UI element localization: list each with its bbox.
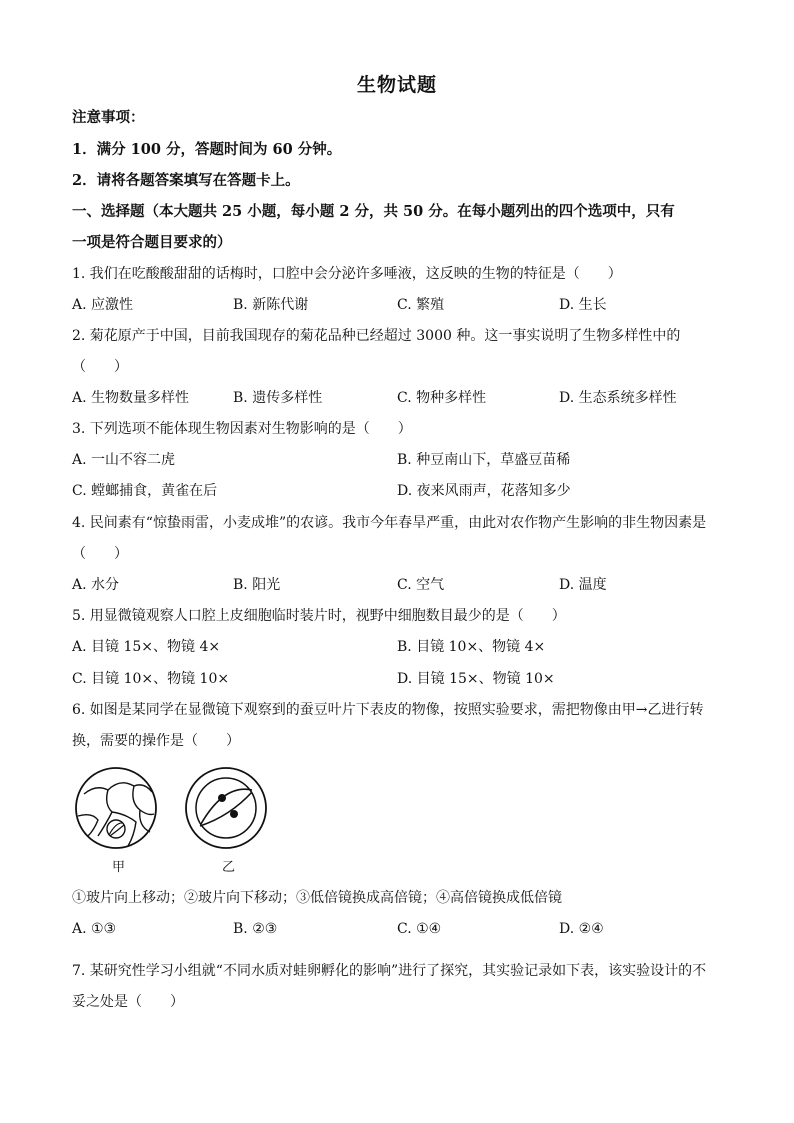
- question-7-stem-cont: 妥之处是（ ）: [72, 994, 184, 1010]
- q3-option-b: B. 种豆南山下，草盛豆苗稀: [397, 452, 571, 468]
- microscope-figure: [74, 764, 274, 874]
- section-heading: 一、选择题（本大题共 25 小题，每小题 2 分，共 50 分。在每小题列出的四个选项中，只有: [72, 203, 675, 220]
- q3-option-a: A. 一山不容二虎: [72, 452, 176, 468]
- q2-option-b: B. 遗传多样性: [233, 390, 323, 406]
- q5-option-c: C. 目镜 10×、物镜 10×: [72, 671, 230, 687]
- field-of-view-circle: [186, 768, 266, 848]
- microscope-views-diagram: [74, 764, 274, 854]
- q4-option-a: A. 水分: [72, 577, 120, 593]
- question-6-stem-cont: 换，需要的操作是（ ）: [72, 733, 240, 749]
- question-5-stem: 5. 用显微镜观察人口腔上皮细胞临时装片时，视野中细胞数目最少的是（ ）: [72, 608, 566, 624]
- q4-option-b: B. 阳光: [233, 577, 281, 593]
- question-2-stem: 2. 菊花原产于中国，目前我国现存的菊花品种已经超过 3000 种。这一事实说明了生物多样性中的: [72, 328, 681, 344]
- q1-option-a: A. 应激性: [72, 297, 134, 313]
- q3-option-d: D. 夜来风雨声，花落知多少: [397, 483, 571, 499]
- q6-option-a: A. ①③: [72, 921, 117, 937]
- notice-item: 1．满分 100 分，答题时间为 60 分钟。: [72, 141, 342, 158]
- q6-option-c: C. ①④: [397, 921, 442, 937]
- question-3-stem: 3. 下列选项不能体现生物因素对生物影响的是（ ）: [72, 421, 412, 437]
- q3-option-c: C. 螳螂捕食，黄雀在后: [72, 483, 218, 499]
- view-jia: [76, 768, 156, 848]
- figure-label-yi: 乙: [222, 860, 236, 875]
- figure-label-jia: 甲: [112, 860, 126, 875]
- q6-option-d: D. ②④: [559, 921, 604, 937]
- q5-option-d: D. 目镜 15×、物镜 10×: [397, 671, 555, 687]
- q6-option-b: B. ②③: [233, 921, 278, 937]
- question-4-stem-cont: （ ）: [72, 546, 128, 562]
- question-1-stem: 1. 我们在吃酸酸甜甜的话梅时，口腔中会分泌许多唾液，这反映的生物的特征是（ ）: [72, 266, 622, 282]
- question-2-stem-cont: （ ）: [72, 359, 128, 375]
- q2-option-a: A. 生物数量多样性: [72, 390, 190, 406]
- q5-option-a: A. 目镜 15×、物镜 4×: [72, 639, 221, 655]
- q5-option-b: B. 目镜 10×、物镜 4×: [397, 639, 546, 655]
- q4-option-d: D. 温度: [559, 577, 607, 593]
- page-title: 生物试题: [356, 74, 437, 96]
- notice-heading: 注意事项：: [72, 109, 145, 126]
- q4-option-c: C. 空气: [397, 577, 445, 593]
- q2-option-c: C. 物种多样性: [397, 390, 487, 406]
- section-heading-cont: 一项是符合题目要求的）: [72, 234, 232, 251]
- q2-option-d: D. 生态系统多样性: [559, 390, 677, 406]
- q1-option-c: C. 繁殖: [397, 297, 445, 313]
- question-6-steps: ①玻片向上移动；②玻片向下移动；③低倍镜换成高倍镜；④高倍镜换成低倍镜: [72, 890, 562, 906]
- q1-option-b: B. 新陈代谢: [233, 297, 309, 313]
- question-4-stem: 4. 民间素有“惊蛰雨雷，小麦成堆”的农谚。我市今年春旱严重，由此对农作物产生影响的非生物因素是: [72, 515, 707, 531]
- q1-option-d: D. 生长: [559, 297, 607, 313]
- question-6-stem: 6. 如图是某同学在显微镜下观察到的蚕豆叶片下表皮的物像，按照实验要求，需把物像由甲→乙进行转: [72, 702, 704, 718]
- notice-item: 2．请将各题答案填写在答题卡上。: [72, 172, 300, 189]
- view-yi: [186, 768, 266, 848]
- question-7-stem: 7. 某研究性学习小组就“不同水质对蛙卵孵化的影响”进行了探究，其实验记录如下表，该实验设计的不: [72, 963, 707, 979]
